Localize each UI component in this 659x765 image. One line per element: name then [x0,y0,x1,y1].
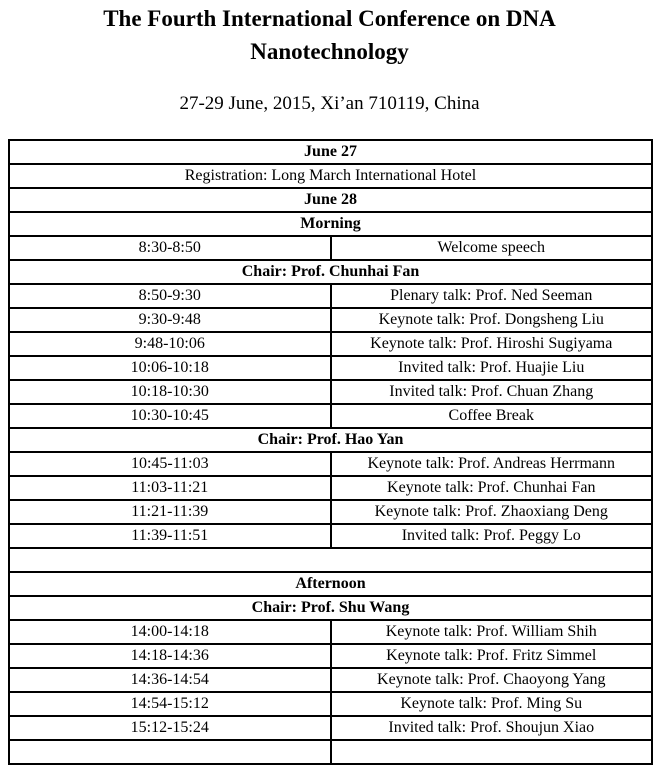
section-label-cell: Registration: Long March International Hotel [9,164,652,188]
event-cell: Invited talk: Prof. Chuan Zhang [331,380,653,404]
section-label-cell: Chair: Prof. Chunhai Fan [9,260,652,284]
section-row [9,140,652,164]
event-cell [331,740,653,764]
section-row [9,572,652,596]
event-cell: Keynote talk: Prof. Ming Su [331,692,653,716]
time-cell: 8:30-8:50 [9,236,331,260]
time-cell: 14:54-15:12 [9,692,331,716]
schedule-table-body [9,140,652,764]
session-row [9,476,652,500]
session-row [9,284,652,308]
section-label-cell: June 28 [9,188,652,212]
schedule-table [8,139,653,765]
time-cell: 9:30-9:48 [9,308,331,332]
time-cell: 10:06-10:18 [9,356,331,380]
session-row [9,500,652,524]
session-row [9,356,652,380]
event-cell: Welcome speech [331,236,653,260]
session-row [9,620,652,644]
time-cell: 11:03-11:21 [9,476,331,500]
time-cell: 10:18-10:30 [9,380,331,404]
time-cell: 15:12-15:24 [9,716,331,740]
section-row [9,596,652,620]
section-row [9,428,652,452]
time-cell: 14:18-14:36 [9,644,331,668]
event-cell: Invited talk: Prof. Shoujun Xiao [331,716,653,740]
spacer-cell [9,548,652,572]
section-label-cell: Morning [9,212,652,236]
event-cell: Invited talk: Prof. Peggy Lo [331,524,653,548]
session-row [9,404,652,428]
section-row [9,260,652,284]
session-row [9,692,652,716]
time-cell: 10:45-11:03 [9,452,331,476]
conference-title: The Fourth International Conference on DNA Nanotechnology [103,6,556,64]
session-row [9,452,652,476]
conference-date-location: 27-29 June, 2015, Xi’an 710119, China [179,93,480,114]
time-cell: 8:50-9:30 [9,284,331,308]
session-row [9,332,652,356]
time-cell: 14:36-14:54 [9,668,331,692]
event-cell: Keynote talk: Prof. Dongsheng Liu [331,308,653,332]
time-cell [9,740,331,764]
event-cell: Keynote talk: Prof. William Shih [331,620,653,644]
time-cell: 14:00-14:18 [9,620,331,644]
event-cell: Keynote talk: Prof. Chunhai Fan [331,476,653,500]
session-row [9,716,652,740]
section-label-cell: Chair: Prof. Hao Yan [9,428,652,452]
section-label-cell: Afternoon [9,572,652,596]
time-cell: 11:39-11:51 [9,524,331,548]
session-row [9,236,652,260]
event-cell: Plenary talk: Prof. Ned Seeman [331,284,653,308]
event-cell: Invited talk: Prof. Huajie Liu [331,356,653,380]
event-cell: Coffee Break [331,404,653,428]
session-row [9,668,652,692]
event-cell: Keynote talk: Prof. Chaoyong Yang [331,668,653,692]
session-row [9,308,652,332]
time-cell: 10:30-10:45 [9,404,331,428]
event-cell: Keynote talk: Prof. Andreas Herrmann [331,452,653,476]
session-row [9,644,652,668]
event-cell: Keynote talk: Prof. Hiroshi Sugiyama [331,332,653,356]
section-row [9,212,652,236]
time-cell: 9:48-10:06 [9,332,331,356]
time-cell: 11:21-11:39 [9,500,331,524]
event-cell: Keynote talk: Prof. Fritz Simmel [331,644,653,668]
section-row [9,188,652,212]
session-row [9,380,652,404]
spacer-row [9,548,652,572]
session-row [9,740,652,764]
event-cell: Keynote talk: Prof. Zhaoxiang Deng [331,500,653,524]
session-row [9,524,652,548]
section-label-cell: Chair: Prof. Shu Wang [9,596,652,620]
section-row [9,164,652,188]
section-label-cell: June 27 [9,140,652,164]
